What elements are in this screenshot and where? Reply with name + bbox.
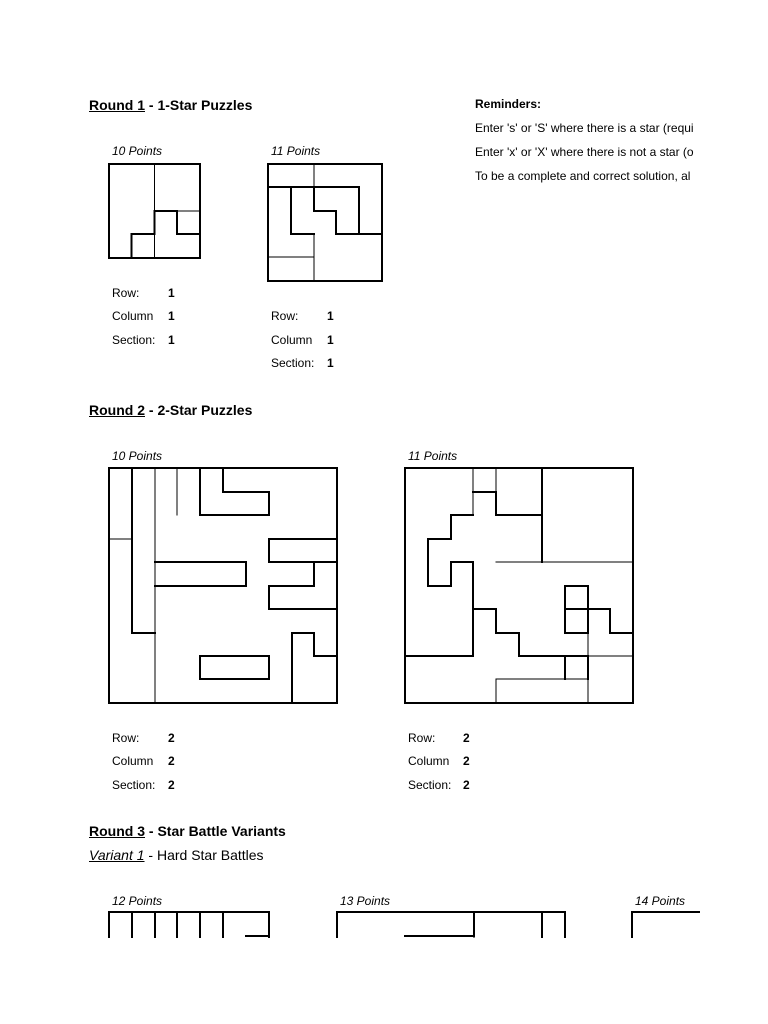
answer-value-row[interactable]: 1 <box>168 286 175 300</box>
variant-1-heading <box>89 847 264 863</box>
puzzle-points: 13 Points <box>340 894 391 908</box>
answer-label-column: Column <box>112 309 154 323</box>
round-2-subtitle: - 2-Star Puzzles <box>145 402 253 418</box>
puzzle-grid-r1-p2[interactable] <box>268 164 383 282</box>
answer-value-row[interactable]: 2 <box>168 731 175 745</box>
round-1-heading <box>89 97 252 113</box>
answer-label-column: Column <box>271 333 313 347</box>
answer-value-section[interactable]: 2 <box>168 778 175 792</box>
round-1-subtitle: - 1-Star Puzzles <box>145 97 253 113</box>
puzzle-points: 11 Points <box>271 144 321 158</box>
answer-value-section[interactable]: 1 <box>327 356 334 370</box>
reminder-line-2: Enter 'x' or 'X' where there is not a star (o <box>475 145 694 159</box>
answer-value-column[interactable]: 2 <box>168 754 175 768</box>
answer-value-section[interactable]: 2 <box>463 778 470 792</box>
puzzle-points: 10 Points <box>112 449 163 463</box>
puzzle-points: 14 Points <box>635 894 686 908</box>
answer-label-section: Section: <box>271 356 315 370</box>
answer-label-column: Column <box>408 754 450 768</box>
round-3-name: Round 3 <box>89 823 145 839</box>
round-3-heading <box>89 823 286 839</box>
answer-value-row[interactable]: 1 <box>327 309 334 323</box>
answer-value-column[interactable]: 2 <box>463 754 470 768</box>
puzzle-grid-r1-p1[interactable] <box>109 164 201 259</box>
puzzle-points: 12 Points <box>112 894 163 908</box>
answer-label-row: Row: <box>408 731 436 745</box>
answer-label-row: Row: <box>112 731 140 745</box>
puzzle-grid-r2-p1[interactable] <box>109 468 338 704</box>
reminder-line-1: Enter 's' or 'S' where there is a star (requi <box>475 121 694 135</box>
answer-label-section: Section: <box>112 333 156 347</box>
round-2-name: Round 2 <box>89 402 145 418</box>
answer-value-section[interactable]: 1 <box>168 333 175 347</box>
puzzle-grid-r3-p3[interactable] <box>632 912 700 938</box>
reminder-line-3: To be a complete and correct solution, al <box>475 169 691 183</box>
answer-label-section: Section: <box>112 778 156 792</box>
variant-1-name: Variant 1 <box>89 847 145 863</box>
puzzle-grid-r2-p2[interactable] <box>405 468 634 704</box>
puzzle-grid-r3-p1[interactable] <box>109 912 271 938</box>
variant-1-subtitle: - Hard Star Battles <box>144 847 264 863</box>
round-3-subtitle: - Star Battle Variants <box>145 823 286 839</box>
puzzle-points: 11 Points <box>408 449 458 463</box>
answer-value-column[interactable]: 1 <box>168 309 175 323</box>
puzzle-points: 10 Points <box>112 144 163 158</box>
answer-label-section: Section: <box>408 778 452 792</box>
answer-value-column[interactable]: 1 <box>327 333 334 347</box>
round-2-heading <box>89 402 252 418</box>
answer-label-row: Row: <box>271 309 299 323</box>
round-1-name: Round 1 <box>89 97 145 113</box>
answer-value-row[interactable]: 2 <box>463 731 470 745</box>
puzzle-grid-r3-p2[interactable] <box>337 912 567 938</box>
answer-label-row: Row: <box>112 286 140 300</box>
reminders-title: Reminders: <box>475 97 542 111</box>
answer-label-column: Column <box>112 754 154 768</box>
